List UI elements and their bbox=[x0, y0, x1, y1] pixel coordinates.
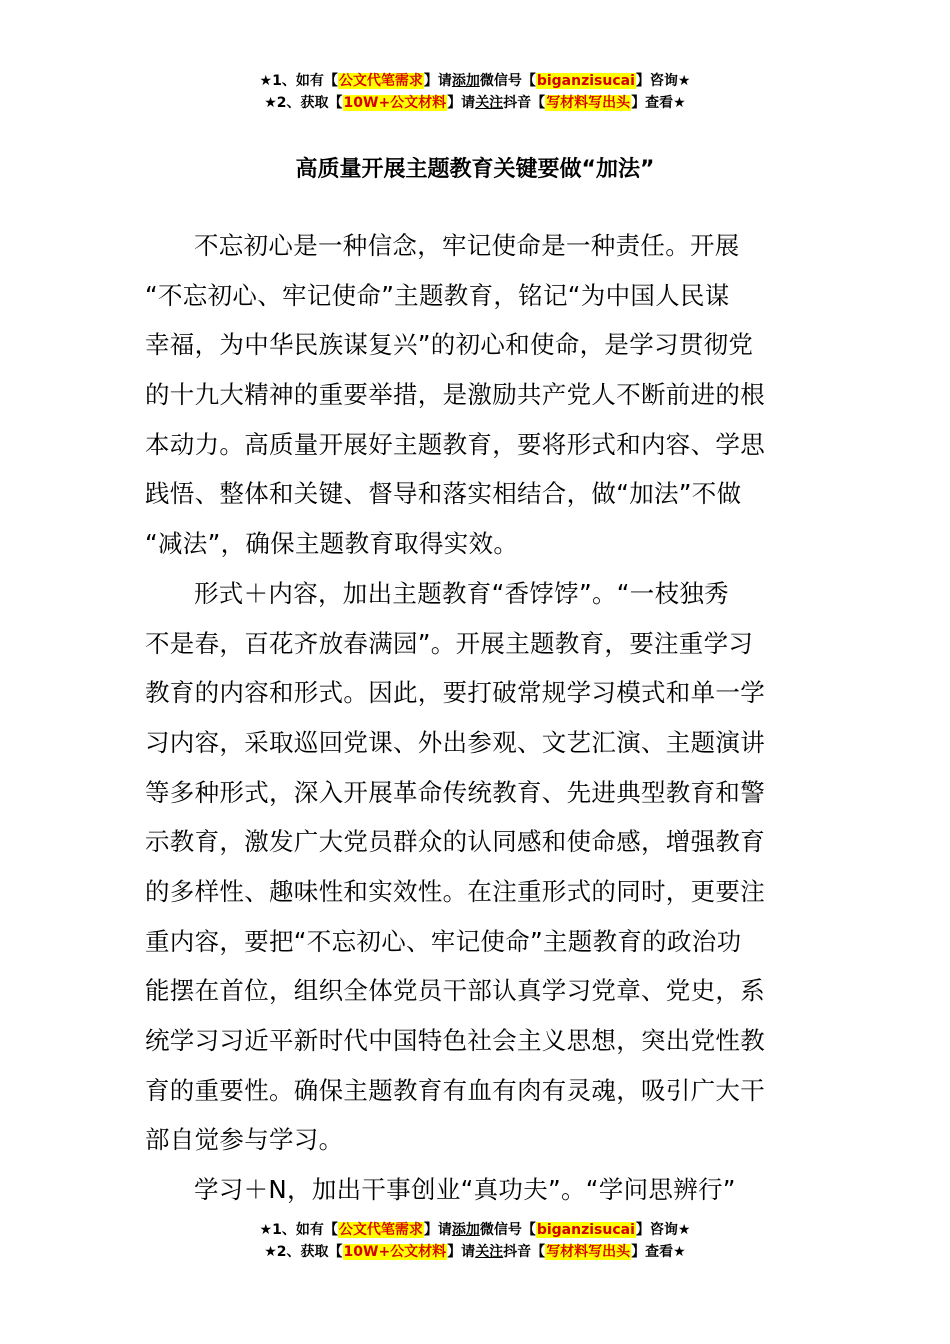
banner-line-1: ★1、如有【公文代笔需求】请添加微信号【biganzisucai】咨询★ bbox=[259, 73, 691, 89]
document-title: 高质量开展主题教育关键要做“加法” bbox=[295, 157, 655, 182]
footer-banner bbox=[0, 1219, 950, 1263]
header-banner bbox=[0, 70, 950, 114]
banner-highlight: 公文代笔需求 bbox=[338, 1222, 423, 1238]
text-line: 不忘初心是一种信念，牢记使命是一种责任。开展 bbox=[194, 231, 740, 260]
text-line: “减法”，确保主题教育取得实效。 bbox=[145, 529, 519, 559]
text-line: 等多种形式，深入开展革命传统教育、先进典型教育和警 bbox=[145, 777, 765, 807]
banner-line-2: ★2、获取【10W+公文材料】请关注抖音【写材料写出头】查看★ bbox=[264, 95, 686, 111]
banner-line-2: ★2、获取【10W+公文材料】请关注抖音【写材料写出头】查看★ bbox=[264, 1244, 686, 1260]
banner-highlight: 公文代笔需求 bbox=[338, 73, 423, 89]
text-line: 统学习习近平新时代中国特色社会主义思想，突出党性教 bbox=[145, 1026, 765, 1055]
banner-line-1: ★1、如有【公文代笔需求】请添加微信号【biganzisucai】咨询★ bbox=[259, 1222, 691, 1238]
document-body bbox=[145, 221, 807, 1215]
text-line: 幸福，为中华民族谋复兴”的初心和使命，是学习贯彻党 bbox=[145, 330, 754, 360]
text-line: 部自觉参与学习。 bbox=[145, 1125, 344, 1155]
banner-highlight: 10W+公文材料 bbox=[343, 1244, 447, 1260]
banner-highlight: 写材料写出头 bbox=[546, 95, 631, 111]
banner-highlight: 写材料写出头 bbox=[546, 1244, 631, 1260]
text-line: 的多样性、趣味性和实效性。在注重形式的同时，更要注 bbox=[145, 876, 765, 906]
banner-highlight: biganzisucai bbox=[536, 73, 635, 89]
text-line: 重内容，要把“不忘初心、牢记使命”主题教育的政治功 bbox=[145, 926, 742, 956]
text-line: “不忘初心、牢记使命”主题教育，铭记“为中国人民谋 bbox=[145, 280, 730, 310]
text-line: 能摆在首位，组织全体党员干部认真学习党章、党史，系 bbox=[145, 976, 765, 1006]
text-line: 教育的内容和形式。因此，要打破常规学习模式和单一学 bbox=[145, 678, 765, 708]
banner-highlight: 10W+公文材料 bbox=[343, 95, 447, 111]
paragraph-3 bbox=[145, 1165, 807, 1215]
text-line: 的十九大精神的重要举措，是激励共产党人不断前进的根 bbox=[145, 380, 765, 410]
text-line: 形式＋内容，加出主题教育“香饽饽”。“一枝独秀 bbox=[194, 578, 729, 608]
paragraph-2 bbox=[145, 569, 807, 1165]
banner-highlight: biganzisucai bbox=[536, 1222, 635, 1238]
text-line: 学习＋N，加出干事创业“真功夫”。“学问思辨行” bbox=[194, 1175, 736, 1205]
text-line: 不是春，百花齐放春满园”。开展主题教育，要注重学习 bbox=[145, 628, 754, 658]
text-line: 习内容，采取巡回党课、外出参观、文艺汇演、主题演讲 bbox=[145, 727, 765, 757]
text-line: 示教育，激发广大党员群众的认同感和使命感，增强教育 bbox=[145, 827, 765, 857]
text-line: 本动力。高质量开展好主题教育，要将形式和内容、学思 bbox=[145, 429, 765, 459]
paragraph-1 bbox=[145, 221, 807, 569]
text-line: 育的重要性。确保主题教育有血有肉有灵魂，吸引广大干 bbox=[145, 1075, 765, 1105]
text-line: 践悟、整体和关键、督导和落实相结合，做“加法”不做 bbox=[145, 479, 742, 509]
